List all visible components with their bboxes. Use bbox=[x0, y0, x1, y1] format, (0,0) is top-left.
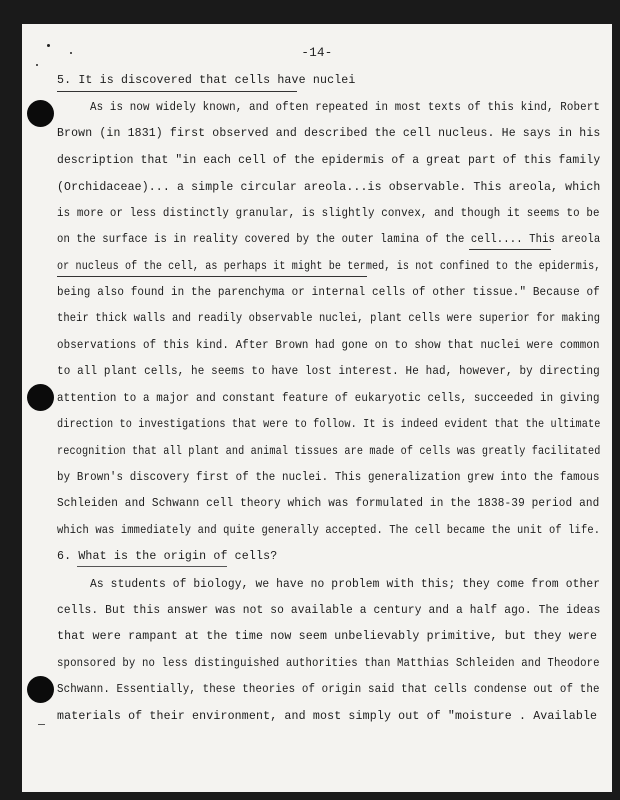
text-line: As students of biology, we have no problem with this; they come from other bbox=[90, 578, 601, 591]
text-line: on the surface is in reality covered by the outer lamina of the cell.... This areola bbox=[57, 233, 601, 246]
text-line: their thick walls and readily observable nuclei, plant cells were superior for making bbox=[57, 312, 601, 325]
text-line: being also found in the parenchyma or internal cells of other tissue." Because of bbox=[57, 286, 600, 299]
heading-underline bbox=[77, 566, 227, 567]
punch-hole-middle bbox=[27, 384, 54, 411]
text-line: direction to investigations that were to follow. It is indeed evident that the ultimate bbox=[57, 418, 601, 431]
section-heading: 6. What is the origin of cells? bbox=[57, 550, 278, 563]
text-line: cells. But this answer was not so available a century and a half ago. The ideas bbox=[57, 604, 601, 617]
paper-speck bbox=[36, 64, 38, 66]
text-line: Schleiden and Schwann cell theory which was formulated in the 1838-39 period and bbox=[57, 497, 600, 510]
punch-hole-top bbox=[27, 100, 54, 127]
text-line: which was immediately and quite generally accepted. The cell became the unit of life. bbox=[57, 524, 601, 537]
text-line: attention to a major and constant feature of eukaryotic cells, succeeded in giving bbox=[57, 392, 600, 405]
punch-hole-bottom bbox=[27, 676, 54, 703]
text-line: materials of their environment, and most simply out of "moisture . Available bbox=[57, 710, 598, 723]
text-line: to all plant cells, he seems to have lost interest. He had, however, by directing bbox=[57, 365, 600, 378]
text-line: sponsored by no less distinguished authorities than Matthias Schleiden and Theodore bbox=[57, 657, 600, 670]
text-line: (Orchidaceae)... a simple circular areola...is observable. This areola, which bbox=[57, 181, 601, 194]
text-line: recognition that all plant and animal tissues are made of cells was greatly facilitated bbox=[57, 445, 601, 458]
quote-underline bbox=[57, 276, 367, 277]
page-number: -14- bbox=[301, 46, 333, 60]
text-line: by Brown's discovery first of the nuclei. This generalization grew into the famous bbox=[57, 471, 600, 484]
quote-underline bbox=[469, 249, 551, 250]
text-line: Brown (in 1831) first observed and described the cell nucleus. He says in his bbox=[57, 127, 601, 140]
text-line: or nucleus of the cell, as perhaps it might be termed, is not confined to the epidermis, bbox=[57, 260, 601, 273]
document-page bbox=[22, 24, 612, 792]
section-heading: 5. It is discovered that cells have nuclei bbox=[57, 74, 356, 87]
paper-mark bbox=[38, 724, 45, 725]
text-line: As is now widely known, and often repeated in most texts of this kind, Robert bbox=[90, 101, 601, 114]
text-line: that were rampant at the time now seem unbelievably primitive, but they were bbox=[57, 630, 598, 643]
text-line: Schwann. Essentially, these theories of origin said that cells condense out of the bbox=[57, 683, 600, 696]
text-line: observations of this kind. After Brown had gone on to show that nuclei were common bbox=[57, 339, 600, 352]
text-line: is more or less distinctly granular, is slightly convex, and though it seems to be bbox=[57, 207, 600, 220]
heading-underline bbox=[57, 91, 297, 92]
text-line: description that "in each cell of the epidermis of a great part of this family bbox=[57, 154, 601, 167]
